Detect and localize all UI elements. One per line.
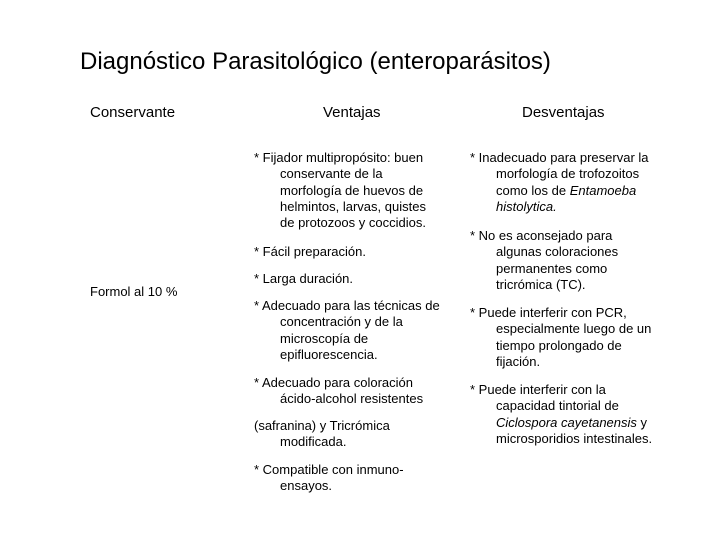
desventaja-item-line: fijación.: [496, 353, 541, 369]
ventaja-item-line: * Adecuado para las técnicas de: [254, 298, 440, 313]
ventaja-item-line: morfología de huevos de: [280, 182, 424, 198]
ventaja-item: [254, 244, 366, 260]
ventaja-item: [254, 462, 404, 495]
desventaja-item-line: * Puede interferir con PCR,: [470, 305, 627, 320]
species-name: Ciclospora cayetanensis: [496, 414, 637, 430]
ventaja-item-line: * Compatible con inmuno-: [254, 462, 404, 477]
ventaja-item: [254, 298, 440, 363]
desventaja-item-line: * Inadecuado para preservar la: [470, 150, 649, 165]
desventaja-item: [470, 150, 649, 215]
desventaja-item-line: morfología de trofozoitos: [496, 166, 640, 182]
species-name: Entamoeba: [569, 182, 637, 198]
ventaja-item-line: * Fácil preparación.: [254, 244, 366, 259]
desventaja-item-line: [470, 199, 649, 215]
ventaja-item-line: modificada.: [280, 434, 347, 450]
desventaja-item: [470, 382, 652, 447]
ventaja-item-line: * Fijador multipropósito: buen: [254, 150, 424, 165]
header-desventajas: Desventajas: [522, 104, 605, 121]
ventaja-item: [254, 271, 353, 287]
ventaja-item: [254, 418, 390, 451]
ventaja-item-line: microscopía de: [280, 330, 369, 346]
ventaja-item-line: conservante de la: [280, 166, 383, 182]
desventaja-item-line: especialmente luego de un: [496, 321, 652, 337]
desventaja-text: como los de: [496, 182, 567, 198]
desventaja-item-line: tricrómica (TC).: [496, 276, 586, 292]
header-conservante: Conservante: [90, 104, 176, 121]
ventaja-item-line: ácido-alcohol resistentes: [280, 391, 424, 407]
desventaja-text: y: [640, 414, 648, 430]
ventaja-item-line: concentración y de la: [280, 314, 403, 330]
desventaja-item-line: tiempo prolongado de: [496, 337, 622, 353]
desventaja-item: [470, 305, 651, 370]
ventaja-item-line: (safranina) y Tricrómica: [254, 418, 390, 433]
desventaja-item: [470, 228, 618, 293]
desventaja-item-line: microsporidios intestinales.: [496, 430, 653, 446]
header-ventajas: Ventajas: [323, 104, 381, 121]
ventaja-item: [254, 150, 426, 231]
desventaja-item-line: * No es aconsejado para: [470, 228, 613, 243]
ventaja-item-line: * Larga duración.: [254, 271, 354, 286]
desventaja-item-line: [470, 183, 649, 199]
slide-title: Diagnóstico Parasitológico (enteroparásitos): [80, 48, 551, 75]
ventaja-item-line: epifluorescencia.: [280, 346, 378, 362]
desventaja-item-line: [470, 415, 652, 431]
conservante-value: Formol al 10 %: [90, 284, 178, 299]
species-name: histolytica.: [496, 198, 557, 214]
desventaja-item-line: algunas coloraciones: [496, 244, 619, 260]
ventaja-item-line: * Adecuado para coloración: [254, 375, 414, 390]
desventaja-item-line: permanentes como: [496, 260, 608, 276]
desventaja-item-line: * Puede interferir con la: [470, 382, 606, 397]
desventaja-item-line: capacidad tintorial de: [496, 398, 619, 414]
ventaja-item-line: helmintos, larvas, quistes: [280, 198, 426, 214]
ventaja-item-line: de protozoos y coccidios.: [280, 215, 426, 231]
ventaja-item-line: ensayos.: [280, 478, 333, 494]
ventaja-item: [254, 375, 423, 408]
